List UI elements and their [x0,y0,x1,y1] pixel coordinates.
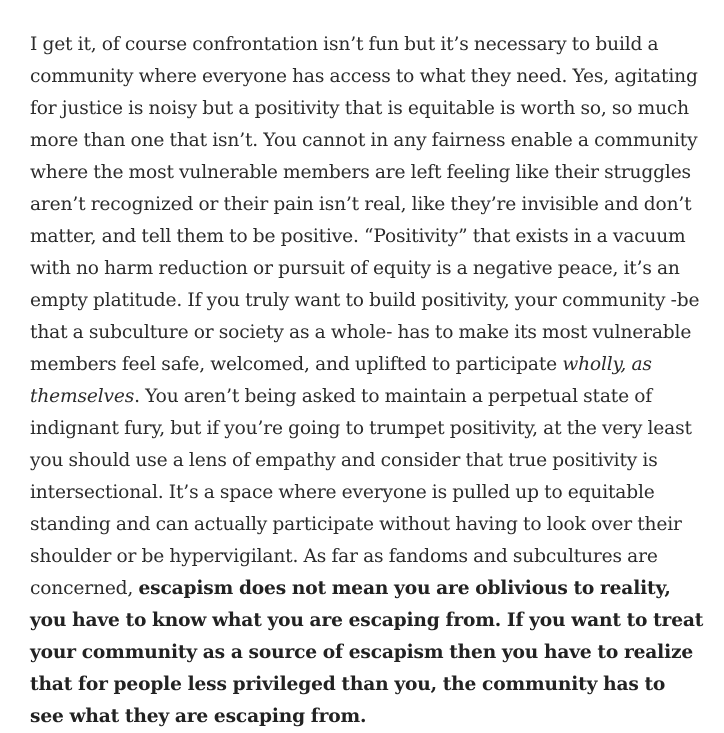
emphasized-text: wholly, as themselves [30,354,652,407]
bold-conclusion: escapism does not mean you are oblivious to reality, you have to know what you are escaping from. If you want to treat your community as a source of escapism then you have to realize that for people less privileged than you, the community has to see what they are escaping from. [30,578,704,727]
paragraph-text-part-1: I get it, of course confrontation isn’t fun but it’s necessary to build a community where everyone has access to what they need. Yes, agitating for justice is noisy but a positivity that is equitable is worth so, so much more than one that isn’t. You cannot in any fairness enable a community where the most vulnerable members are left feeling like their struggles aren’t recognized or their pain isn’t real, like they’re invisible and don’t matter, and tell them to be positive. “Positivity” that exists in a vacuum with no harm reduction or pursuit of equity is a negative peace, it’s an empty platitude. If you truly want to build positivity, your community -be that a subculture or society as a whole- has to make its most vulnerable members feel safe, welcomed, and uplifted to participate [30,34,700,375]
article-body [30,29,704,733]
body-paragraph [30,29,704,733]
paragraph-text-part-2: . You aren’t being asked to maintain a perpetual state of indignant fury, but if you’re going to trumpet positivity, at the very least you should use a lens of empathy and consider that true positivity is intersectional. It’s a space where everyone is pulled up to equitable standing and can actually participate without having to look over their shoulder or be hypervigilant. As far as fandoms and subcultures are concerned, [30,386,692,599]
